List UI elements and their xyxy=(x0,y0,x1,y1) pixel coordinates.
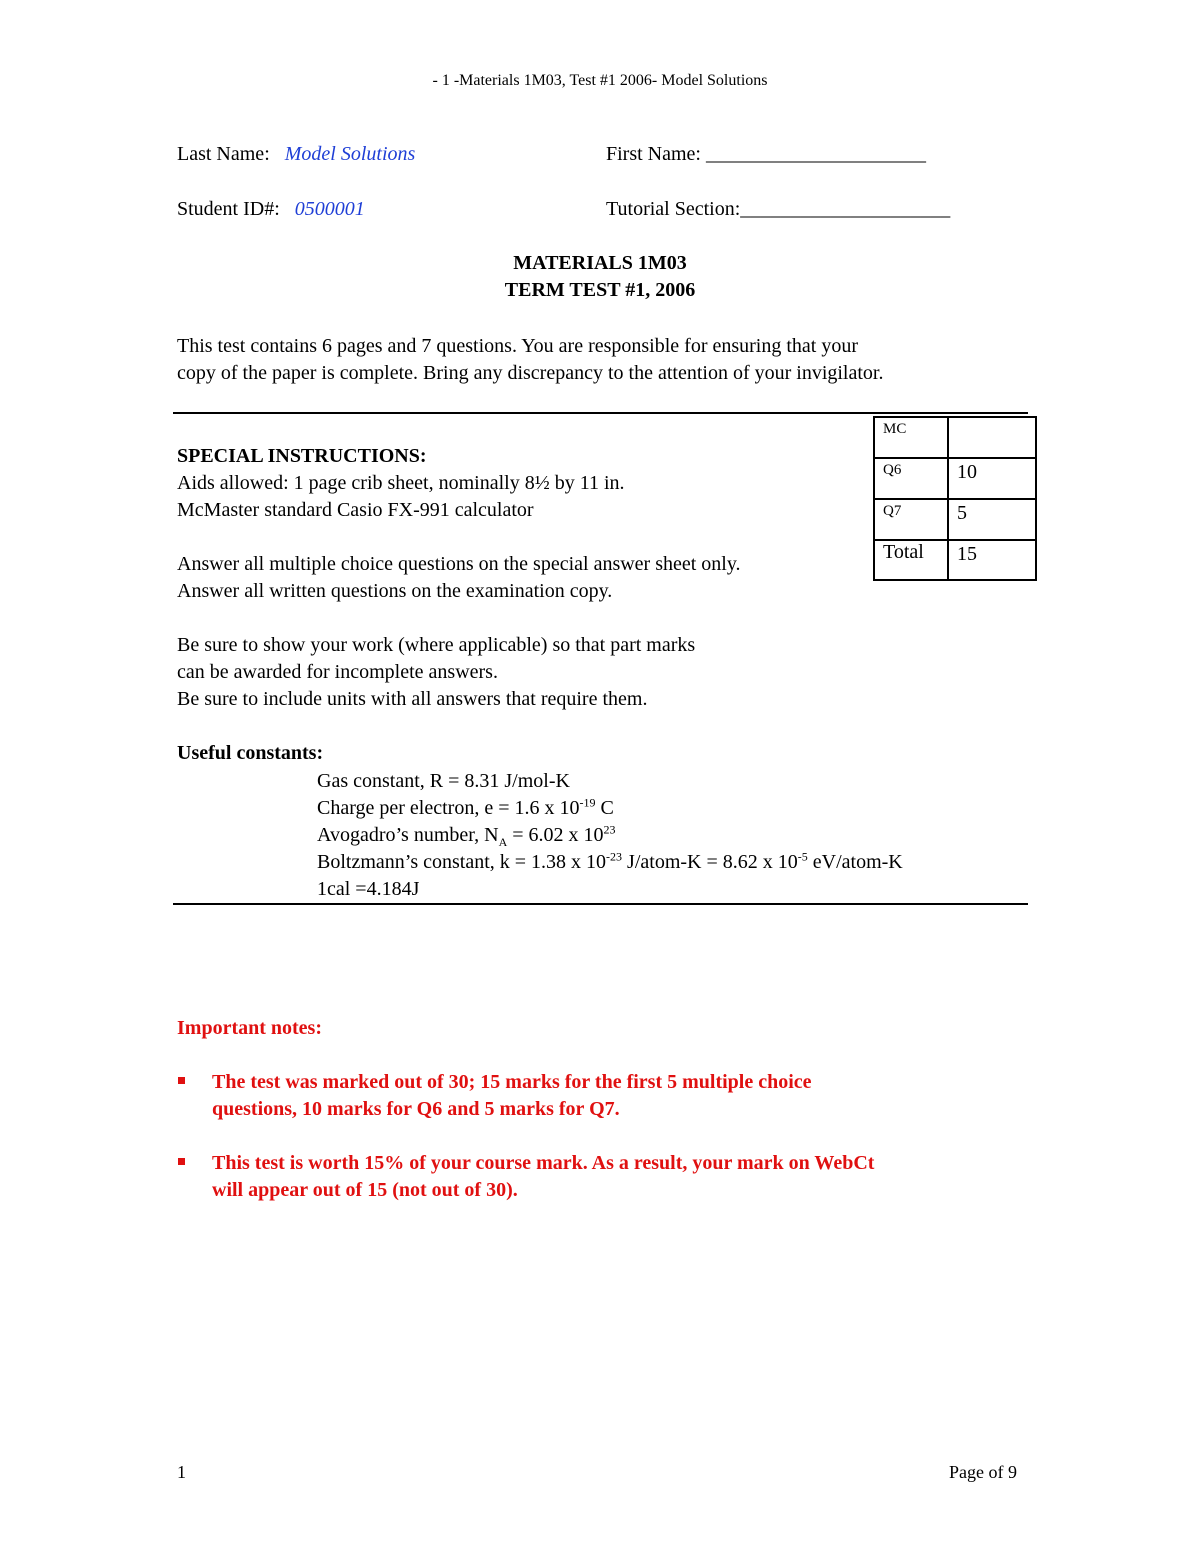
note-line: will appear out of 15 (not out of 30). xyxy=(212,1179,518,1201)
page-number: 1 xyxy=(177,1462,186,1482)
constant-exponent: -5 xyxy=(797,849,808,864)
instruction-line: Be sure to show your work (where applicable) so that part marks xyxy=(177,634,696,656)
instruction-line: can be awarded for incomplete answers. xyxy=(177,661,498,683)
first-name-label: First Name: xyxy=(606,143,701,165)
marks-value: 10 xyxy=(948,458,1036,499)
note-item xyxy=(212,1069,812,1123)
marks-value xyxy=(948,417,1036,458)
bullet-icon xyxy=(178,1158,185,1165)
marks-label: Q6 xyxy=(874,458,948,499)
bullet-icon xyxy=(178,1077,185,1084)
constant-text: C xyxy=(595,797,614,819)
tutorial-section-label: Tutorial Section: xyxy=(606,198,741,220)
constant-line: Gas constant, R = 8.31 J/mol-K xyxy=(317,770,570,792)
instruction-line: Aids allowed: 1 page crib sheet, nominally 8½ by 11 in. xyxy=(177,472,625,494)
note-line: This test is worth 15% of your course mark. As a result, your mark on WebCt xyxy=(212,1152,875,1174)
first-name-field xyxy=(606,143,926,166)
intro-paragraph xyxy=(177,333,883,387)
constant-text: Charge per electron, e = 1.6 x 10 xyxy=(317,797,580,819)
constant-line: 1cal =4.184J xyxy=(317,878,420,900)
constant-exponent: -23 xyxy=(606,849,623,864)
constant-line xyxy=(317,849,903,876)
constant-text: eV/atom-K xyxy=(807,851,903,873)
table-row xyxy=(874,417,1036,458)
instructions-heading: SPECIAL INSTRUCTIONS: xyxy=(177,445,427,467)
note-line: questions, 10 marks for Q6 and 5 marks for Q7. xyxy=(212,1098,620,1120)
instruction-line: Be sure to include units with all answers that require them. xyxy=(177,688,648,710)
note-line: The test was marked out of 30; 15 marks for the first 5 multiple choice xyxy=(212,1071,812,1093)
document-title: MATERIALS 1M03 xyxy=(513,252,687,274)
constant-exponent: 23 xyxy=(603,822,616,837)
tutorial-section-blank: _____________________ xyxy=(740,198,951,220)
instruction-line: Answer all multiple choice questions on the special answer sheet only. xyxy=(177,553,741,575)
section-divider-bottom xyxy=(173,903,1028,905)
intro-line: This test contains 6 pages and 7 questions. You are responsible for ensuring that your xyxy=(177,335,859,357)
table-row xyxy=(874,499,1036,540)
constants-list xyxy=(317,768,903,903)
page-of-label: Page of 9 xyxy=(949,1462,1017,1482)
constant-text: Boltzmann’s constant, k = 1.38 x 10 xyxy=(317,851,607,873)
marks-label: Q7 xyxy=(874,499,948,540)
marks-label: MC xyxy=(874,417,948,458)
student-id-value: 0500001 xyxy=(294,198,365,220)
first-name-blank: ______________________ xyxy=(706,143,926,165)
tutorial-section-field xyxy=(606,198,950,221)
note-item xyxy=(212,1150,874,1204)
last-name-value: Model Solutions xyxy=(284,143,416,165)
running-header: - 1 -Materials 1M03, Test #1 2006- Model Solutions xyxy=(432,72,768,89)
section-divider-top xyxy=(173,412,1028,414)
constant-line xyxy=(317,822,903,849)
constant-subscript: A xyxy=(498,835,508,849)
constants-heading: Useful constants: xyxy=(177,742,324,764)
student-id-label: Student ID#: xyxy=(177,198,280,220)
marks-label: Total xyxy=(874,540,948,580)
constant-line xyxy=(317,795,903,822)
instruction-line: Answer all written questions on the examination copy. xyxy=(177,580,613,602)
marks-value: 5 xyxy=(948,499,1036,540)
table-row xyxy=(874,540,1036,580)
instruction-line: McMaster standard Casio FX-991 calculator xyxy=(177,499,534,521)
notes-heading: Important notes: xyxy=(177,1017,322,1039)
marks-table xyxy=(873,416,1037,581)
table-row xyxy=(874,458,1036,499)
constant-text: Avogadro’s number, N xyxy=(317,824,499,846)
intro-line: copy of the paper is complete. Bring any discrepancy to the attention of your invigilator. xyxy=(177,362,884,384)
constant-exponent: -19 xyxy=(579,795,596,810)
special-instructions xyxy=(177,443,741,767)
last-name-field xyxy=(177,143,415,166)
last-name-label: Last Name: xyxy=(177,143,270,165)
constant-text: J/atom-K = 8.62 x 10 xyxy=(622,851,798,873)
constant-text: = 6.02 x 10 xyxy=(507,824,604,846)
marks-value: 15 xyxy=(948,540,1036,580)
student-id-field xyxy=(177,198,365,221)
document-subtitle: TERM TEST #1, 2006 xyxy=(504,279,696,301)
